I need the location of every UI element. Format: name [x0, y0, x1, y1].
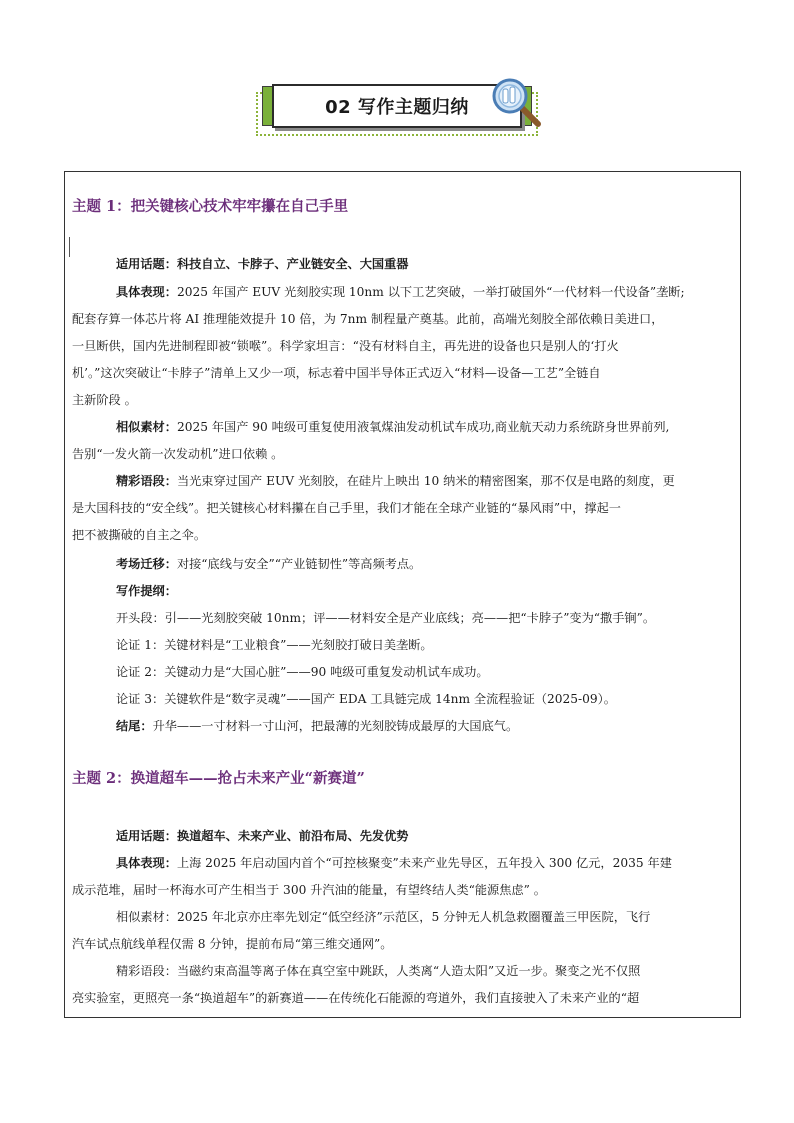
theme-2-topics — [116, 827, 409, 845]
exam-label: 考场迁移： — [116, 557, 177, 571]
theme-2-similar — [116, 908, 650, 926]
performance-line: 主新阶段 。 — [72, 393, 137, 407]
phrase-line: 当光束穿过国产 EUV 光刻胶，在硅片上映出 10 纳米的精密图案，那不仅是电路的刻度，更 — [176, 474, 675, 488]
phrase-line: 亮实验室，更照亮一条“换道超车”的新赛道——在传统化石能源的弯道外，我们直接驶入了未来产业的“超 — [72, 991, 640, 1005]
outline-line: 论证 1：关键材料是“工业粮食”——光刻胶打破日美垄断。 — [116, 638, 433, 652]
banner-title-box — [272, 84, 522, 128]
outline-label: 写作提纲： — [116, 584, 177, 598]
phrase-line: 把不被撕破的自主之伞。 — [72, 528, 207, 542]
phrase-line: 当磁约束高温等离子体在真空室中跳跃，人类离“人造太阳”又近一步。聚变之光不仅照 — [176, 964, 641, 978]
theme-2-title: 主题 2：换道超车——抢占未来产业“新赛道” — [72, 770, 365, 787]
theme-1-topics — [116, 255, 409, 273]
theme-2-phrase — [116, 962, 640, 980]
theme-1-performance — [116, 283, 685, 301]
topics-text: 换道超车、未来产业、前沿布局、先发优势 — [176, 829, 409, 843]
similar-label: 相似素材： — [116, 420, 177, 434]
ending-text: 升华——一寸材料一寸山河，把最薄的光刻胶铸成最厚的大国底气。 — [152, 719, 519, 733]
performance-line: 上海 2025 年启动国内首个“可控核聚变”未来产业先导区，五年投入 300 亿元，2035 年建 — [176, 856, 672, 870]
performance-line: 机’。”这次突破让“卡脖子”清单上又少一项，标志着中国半导体正式迈入“材料—设备—工艺”全链自 — [72, 366, 601, 380]
topics-label: 适用话题： — [116, 829, 177, 843]
performance-line: 2025 年国产 EUV 光刻胶实现 10nm 以下工艺突破，一举打破国外“一代材料一代设备”垄断; — [176, 285, 685, 299]
ending-label: 结尾： — [116, 719, 153, 733]
outline-line: 论证 3：关键软件是“数字灵魂”——国产 EDA 工具链完成 14nm 全流程验证（2025-09）。 — [116, 692, 616, 706]
phrase-line: 是大国科技的“安全线”。把关键核心材料攥在自己手里，我们才能在全球产业链的“暴风雨”中，撑起一 — [72, 501, 621, 515]
performance-line: 配套存算一体芯片将 AI 推理能效提升 10 倍，为 7nm 制程量产奠基。此前，高端光刻胶全部依赖日美进口， — [72, 312, 664, 326]
performance-label: 具体表现： — [116, 285, 177, 299]
outline-line: 论证 2：关键动力是“大国心脏”——90 吨级可重复发动机试车成功。 — [116, 665, 489, 679]
section-title: 02 写作主题归纳 — [325, 97, 469, 118]
exam-text: 对接“底线与安全”“产业链韧性”等高频考点。 — [176, 557, 422, 571]
phrase-label: 精彩语段： — [116, 964, 177, 978]
phrase-label: 精彩语段： — [116, 474, 177, 488]
similar-line: 2025 年国产 90 吨级可重复使用液氧煤油发动机试车成功,商业航天动力系统跻身世界前列, — [176, 420, 670, 434]
theme-1-phrase — [116, 472, 675, 490]
theme-1-title: 主题 1：把关键核心技术牢牢攥在自己手里 — [72, 198, 349, 215]
section-header-banner — [256, 78, 546, 140]
margin-mark — [69, 237, 74, 257]
magnifier-icon — [488, 76, 542, 128]
performance-line: 成示范堆，届时一杯海水可产生相当于 300 升汽油的能量，有望终结人类“能源焦虑” 。 — [72, 883, 546, 897]
topics-text: 科技自立、卡脖子、产业链安全、大国重器 — [176, 257, 409, 271]
similar-line: 2025 年北京亦庄率先划定“低空经济”示范区，5 分钟无人机急救圈覆盖三甲医院，飞行 — [176, 910, 651, 924]
performance-line: 一旦断供，国内先进制程即被“锁喉”。科学家坦言：“没有材料自主，再先进的设备也只是别人的‘打火 — [72, 339, 619, 353]
theme-1-similar — [116, 418, 669, 436]
performance-label: 具体表现： — [116, 856, 177, 870]
theme-1-ending — [116, 717, 518, 735]
topics-label: 适用话题： — [116, 257, 177, 271]
outline-line: 开头段：引——光刻胶突破 10nm；评——材料安全是产业底线；亮——把“卡脖子”变为“撒手锏”。 — [116, 611, 656, 625]
similar-line: 汽车试点航线单程仅需 8 分钟，提前布局“第三维交通网”。 — [72, 937, 393, 951]
similar-line: 告别“一发火箭一次发动机”进口依赖 。 — [72, 447, 284, 461]
theme-2-performance — [116, 854, 672, 872]
theme-1-exam — [116, 555, 421, 573]
similar-label: 相似素材： — [116, 910, 177, 924]
